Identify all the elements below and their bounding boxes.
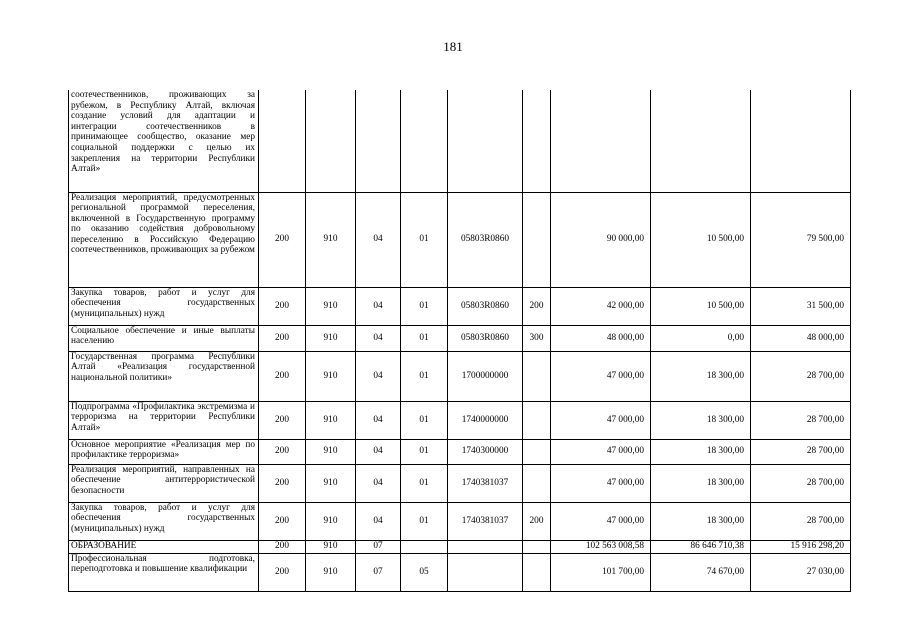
cell-c2: 910	[306, 464, 356, 502]
row-name: Основное мероприятие «Реализация мер по профилактике терроризма»	[69, 439, 259, 464]
cell-c3: 04	[356, 287, 401, 325]
cell-c4: 01	[401, 439, 448, 464]
row-name: Закупка товаров, работ и услуг для обеспечения государственных (муниципальных) нужд	[69, 502, 259, 540]
cell-c3: 04	[356, 464, 401, 502]
cell-c2: 910	[306, 502, 356, 540]
cell-c5: 1740381037	[448, 464, 523, 502]
cell-c1: 200	[259, 540, 306, 553]
cell-v3: 28 700,00	[751, 401, 851, 439]
row-name: Реализация мероприятий, направленных на обеспечение антитеррористической безопасности	[69, 464, 259, 502]
cell-c1: 200	[259, 325, 306, 351]
cell-c6	[523, 401, 551, 439]
cell-v3: 15 916 298,20	[751, 540, 851, 553]
row-name: Подпрограмма «Профилактика экстремизма и терроризма на территории Республики Алтай»	[69, 401, 259, 439]
row-name: Реализация мероприятий, предусмотренных региональной программой переселения, включенной в Государственную программу по оказанию содействия добровольному переселению в Российскую Федерацию соотечественников, проживающих за рубежом	[69, 192, 259, 287]
cell-c5	[448, 553, 523, 591]
cell-c1: 200	[259, 553, 306, 591]
cell-v3: 28 700,00	[751, 464, 851, 502]
cell-v3: 31 500,00	[751, 287, 851, 325]
cell-c6: 200	[523, 502, 551, 540]
table-row	[69, 90, 851, 192]
cell-v1: 47 000,00	[551, 401, 651, 439]
cell-c2: 910	[306, 553, 356, 591]
table-row	[69, 401, 851, 439]
row-name: ОБРАЗОВАНИЕ	[69, 540, 259, 553]
cell-v2: 18 300,00	[651, 351, 751, 401]
cell-c6: 200	[523, 287, 551, 325]
cell-c4: 05	[401, 553, 448, 591]
cell-c5	[448, 540, 523, 553]
cell-c3: 04	[356, 439, 401, 464]
cell-c2: 910	[306, 287, 356, 325]
cell-v1: 42 000,00	[551, 287, 651, 325]
cell-c5: 1700000000	[448, 351, 523, 401]
cell-c3	[356, 90, 401, 192]
cell-v3: 28 700,00	[751, 439, 851, 464]
cell-v2: 10 500,00	[651, 287, 751, 325]
cell-c1: 200	[259, 439, 306, 464]
row-name: соотечественников, проживающих за рубежом, в Республику Алтай, включая создание условий для адаптации и интеграции соотечественников в принимающее сообщество, оказание мер социальной поддержки с целью их закрепления на территории Республики Алтай»	[69, 90, 259, 192]
cell-c5	[448, 90, 523, 192]
cell-c1: 200	[259, 351, 306, 401]
row-name: Профессиональная подготовка, переподготовка и повышение квалификации	[69, 553, 259, 591]
cell-v2: 10 500,00	[651, 192, 751, 287]
cell-c4: 01	[401, 325, 448, 351]
cell-v2: 74 670,00	[651, 553, 751, 591]
cell-c4: 01	[401, 287, 448, 325]
page-number: 181	[443, 39, 463, 54]
cell-c2: 910	[306, 351, 356, 401]
cell-v1: 47 000,00	[551, 464, 651, 502]
cell-c6	[523, 192, 551, 287]
cell-v1: 47 000,00	[551, 502, 651, 540]
cell-v1: 48 000,00	[551, 325, 651, 351]
table-row	[69, 325, 851, 351]
cell-c6	[523, 439, 551, 464]
cell-c4: 01	[401, 401, 448, 439]
table-row	[69, 540, 851, 553]
cell-v2: 86 646 710,38	[651, 540, 751, 553]
cell-v1: 102 563 008,58	[551, 540, 651, 553]
budget-table	[68, 90, 851, 592]
cell-c4: 01	[401, 502, 448, 540]
cell-v3: 28 700,00	[751, 502, 851, 540]
cell-c3: 04	[356, 325, 401, 351]
cell-v3: 28 700,00	[751, 351, 851, 401]
cell-c6	[523, 90, 551, 192]
cell-c4: 01	[401, 192, 448, 287]
cell-c1: 200	[259, 401, 306, 439]
cell-v3: 27 030,00	[751, 553, 851, 591]
table-row	[69, 351, 851, 401]
cell-v2: 0,00	[651, 325, 751, 351]
cell-v2: 18 300,00	[651, 401, 751, 439]
cell-c2: 910	[306, 401, 356, 439]
cell-c6	[523, 540, 551, 553]
cell-c1: 200	[259, 502, 306, 540]
cell-c4: 01	[401, 351, 448, 401]
cell-c5: 1740381037	[448, 502, 523, 540]
table-row	[69, 502, 851, 540]
cell-v1	[551, 90, 651, 192]
table-row	[69, 553, 851, 591]
cell-c5: 1740300000	[448, 439, 523, 464]
cell-v1: 90 000,00	[551, 192, 651, 287]
cell-c1: 200	[259, 192, 306, 287]
cell-v2: 18 300,00	[651, 464, 751, 502]
row-name: Закупка товаров, работ и услуг для обеспечения государственных (муниципальных) нужд	[69, 287, 259, 325]
cell-c3: 07	[356, 553, 401, 591]
cell-c1	[259, 90, 306, 192]
cell-v2: 18 300,00	[651, 439, 751, 464]
cell-v3: 48 000,00	[751, 325, 851, 351]
cell-v3: 79 500,00	[751, 192, 851, 287]
cell-c3: 04	[356, 401, 401, 439]
cell-c6	[523, 464, 551, 502]
cell-c3: 07	[356, 540, 401, 553]
cell-c2: 910	[306, 192, 356, 287]
cell-c4	[401, 540, 448, 553]
cell-c5: 1740000000	[448, 401, 523, 439]
cell-c1: 200	[259, 287, 306, 325]
cell-c2: 910	[306, 325, 356, 351]
cell-c2: 910	[306, 439, 356, 464]
cell-c5: 05803R0860	[448, 287, 523, 325]
cell-v1: 101 700,00	[551, 553, 651, 591]
cell-c6: 300	[523, 325, 551, 351]
cell-v2	[651, 90, 751, 192]
cell-v1: 47 000,00	[551, 439, 651, 464]
cell-c5: 05803R0860	[448, 325, 523, 351]
cell-c1: 200	[259, 464, 306, 502]
cell-v3	[751, 90, 851, 192]
cell-c3: 04	[356, 351, 401, 401]
row-name: Социальное обеспечение и иные выплаты населению	[69, 325, 259, 351]
cell-v1: 47 000,00	[551, 351, 651, 401]
table-row	[69, 439, 851, 464]
cell-c3: 04	[356, 502, 401, 540]
cell-c6	[523, 351, 551, 401]
cell-c4: 01	[401, 464, 448, 502]
table-row	[69, 464, 851, 502]
cell-c5: 05803R0860	[448, 192, 523, 287]
cell-c2	[306, 90, 356, 192]
cell-c6	[523, 553, 551, 591]
cell-c3: 04	[356, 192, 401, 287]
cell-c4	[401, 90, 448, 192]
cell-c2: 910	[306, 540, 356, 553]
cell-v2: 18 300,00	[651, 502, 751, 540]
table-row	[69, 192, 851, 287]
table-row	[69, 287, 851, 325]
row-name: Государственная программа Республики Алтай «Реализация государственной национальной политики»	[69, 351, 259, 401]
